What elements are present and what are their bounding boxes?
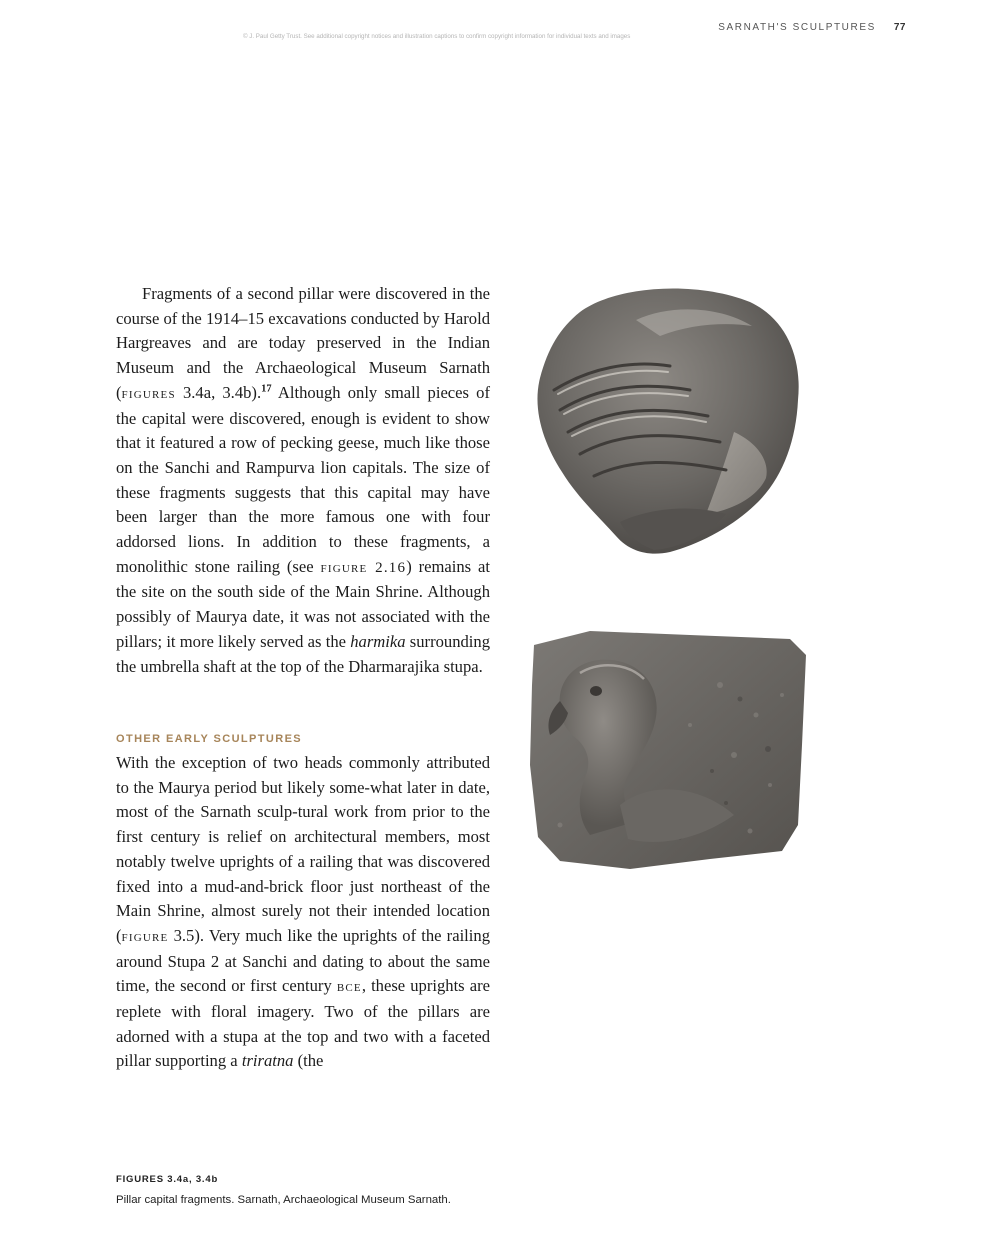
stone-fragment-wing-image (520, 282, 810, 560)
running-head (600, 22, 906, 33)
running-title: SARNATH'S SCULPTURES (718, 22, 876, 33)
caption-text: Pillar capital fragments. Sarnath, Archaeological Museum Sarnath. (116, 1194, 451, 1206)
body-column-bottom (116, 751, 490, 1074)
paragraph-1: Fragments of a second pillar were discovered in the course of the 1914–15 excavations conducted by Harold Hargreaves and are today preserved in the Indian Museum and the Archaeological Museum Sarnath (figures 3.4a, 3.4b).$^{17}$ Although only small pieces of the capital were discovered, enough is evident to show that it featured a row of pecking geese, much like those on the Sanchi and Rampurva lion capitals. The size of these fragments suggests that this capital may have been larger than the more famous one with four addorsed lions. In addition to these fragments, a monolithic stone railing (see figure 2.16) remains at the site on the south side of the Main Shrine. Although possibly of Maurya date, it was not associated with the pillars; it more likely served as the harmika surrounding the umbrella shaft at the top of the Dharmarajika stupa. (116, 284, 490, 676)
figure-caption (116, 1174, 486, 1211)
footnote-ref[interactable]: 17 (261, 383, 272, 395)
page-number: 77 (893, 22, 906, 33)
era-abbrev: bce (336, 979, 362, 996)
figure-3-4b-goose-fragment (520, 625, 810, 873)
section-heading: OTHER EARLY SCULPTURES (116, 733, 303, 745)
figure-ref[interactable]: figures (121, 385, 176, 402)
caption-label: FIGURES 3.4a, 3.4b (116, 1174, 219, 1185)
term-italic: harmika (350, 631, 406, 651)
paragraph-2: With the exception of two heads commonly attributed to the Maurya period but likely some-what later in date, most of the Sarnath sculp-tural work from prior to the first century is relief on architectural members, most notably twelve uprights of a railing that was discovered fixed into a mud-and-brick floor just northeast of the Main Shrine, almost surely not their intended location (figure 3.5). Very much like the uprights of the railing around Stupa 2 at Sanchi and dating to about the same time, the second or first century bce, these uprights are replete with floral imagery. Two of the pillars are adorned with a stupa at the top and two with a faceted pillar supporting a triratna (the (116, 753, 490, 1071)
copyright-notice: © J. Paul Getty Trust. See additional copyright notices and illustration captions to confirm copyright information for individual texts and images (243, 33, 631, 40)
figure-ref[interactable]: figure (121, 928, 169, 945)
body-column-top (116, 282, 490, 679)
term-italic: triratna (241, 1051, 294, 1071)
figure-3-4a-wing-fragment (520, 282, 810, 560)
stone-fragment-goose-image (520, 625, 810, 873)
figure-ref[interactable]: figure 2.16 (320, 559, 407, 576)
